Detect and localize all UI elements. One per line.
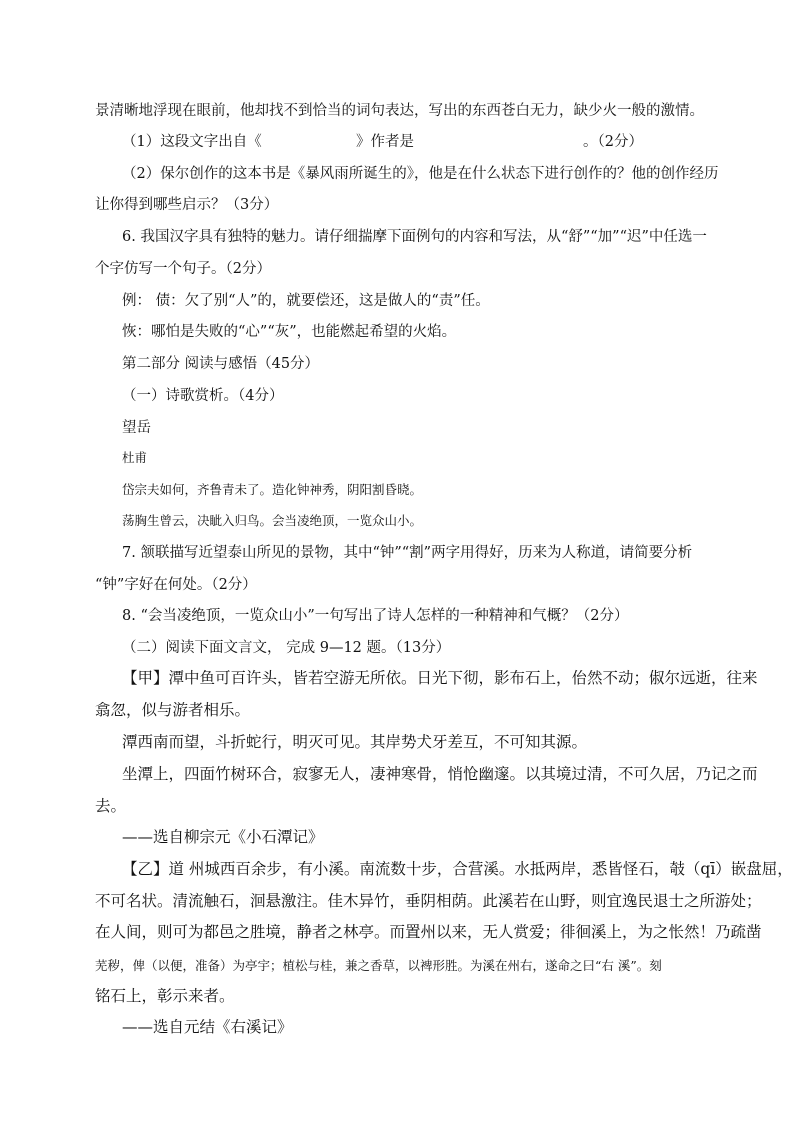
question-6-line: 6. 我国汉字具有独特的魅力。请仔细揣摩下面例句的内容和写法，从“舒”“加”“迟”中任选一 xyxy=(122,229,707,245)
passage-jia-line: 坐潭上，四面竹树环合，寂寥无人，凄神寒骨，悄怆幽邃。以其境过清，不可久居，乃记之而 xyxy=(122,765,758,783)
example-line: 恢：哪怕是失败的“心”“灰”，也能燃起希望的火焰。 xyxy=(122,324,457,340)
section-heading: 第二部分 阅读与感悟（45分） xyxy=(122,356,320,372)
question-8-line: 8. “会当凌绝顶，一览众山小”一句写出了诗人怎样的一种精神和气概？（2分） xyxy=(122,608,629,624)
poem-line: 荡胸生曾云，决眦入归鸟。会当凌绝顶，一览众山小。 xyxy=(122,513,423,528)
question-1-prompt: （1）这段文字出自《 xyxy=(122,134,262,150)
passage-yi-line: 铭石上，彰示来者。 xyxy=(95,987,235,1005)
poem-author: 杜甫 xyxy=(122,450,148,465)
question-1-author-prompt: 》作者是 xyxy=(356,134,414,150)
poem-line: 岱宗夫如何，齐鲁青未了。造化钟神秀，阴阳割昏晓。 xyxy=(122,482,423,497)
poem-title: 望岳 xyxy=(122,420,151,436)
passage-jia-source: ——选自柳宗元《小石潭记》 xyxy=(122,828,324,846)
passage-jia-line: 翕忽，似与游者相乐。 xyxy=(95,701,251,719)
passage-yi-line: 【乙】道 州城西百余步，有小溪。南流数十步，合营溪。水抵两岸，悉皆怪石，攲（qī）嵌盘屈， xyxy=(122,860,793,878)
passage-jia-line: 【甲】潭中鱼可百许头，皆若空游无所依。日光下彻，影布石上，佁然不动；俶尔远逝，往来 xyxy=(122,669,758,687)
subsection-heading: （二）阅读下面文言文， 完成 9—12 题。（13分） xyxy=(122,640,451,656)
question-2-line: 让你得到哪些启示？（3分） xyxy=(95,197,279,213)
question-7-line: “钟”字好在何处。（2分） xyxy=(95,577,257,593)
question-2-line: （2）保尔创作的这本书是《暴风雨所诞生的》，他是在什么状态下进行创作的？他的创作经历 xyxy=(122,166,719,182)
subsection-heading: （一）诗歌赏析。（4分） xyxy=(122,388,284,404)
passage-yi-line: 在人间，则可为都邑之胜境，静者之林亭。而置州以来，无人赏爱；徘徊溪上，为之怅然！乃疏凿 xyxy=(95,923,762,941)
question-6-line: 个字仿写一个句子。（2分） xyxy=(95,261,271,277)
question-1-score: 。（2分） xyxy=(583,134,643,150)
text-line: 景清晰地浮现在眼前，他却找不到恰当的词句表达，写出的东西苍白无力，缺少火一般的激情。 xyxy=(95,103,704,119)
passage-yi-line: 不可名状。清流触石，洄悬激注。佳木异竹，垂阴相荫。此溪若在山野，则宜逸民退士之所游处； xyxy=(95,892,762,910)
passage-jia-line: 去。 xyxy=(95,797,127,815)
passage-jia-line: 潭西南而望，斗折蛇行，明灭可见。其岸势犬牙差互，不可知其源。 xyxy=(122,733,588,751)
passage-yi-line: 芜秽，俾（以便，准备）为亭宇；植松与桂，兼之香草，以裨形胜。为溪在州右，遂命之曰“右 溪”。刻 xyxy=(95,958,662,973)
passage-yi-source: ——选自元结《右溪记》 xyxy=(122,1018,293,1036)
question-7-line: 7. 颔联描写近望泰山所见的景物，其中“钟”“割”两字用得好，历来为人称道，请简要分析 xyxy=(122,545,693,561)
example-line: 例： 债：欠了别“人”的，就要偿还，这是做人的“责”任。 xyxy=(122,293,490,309)
